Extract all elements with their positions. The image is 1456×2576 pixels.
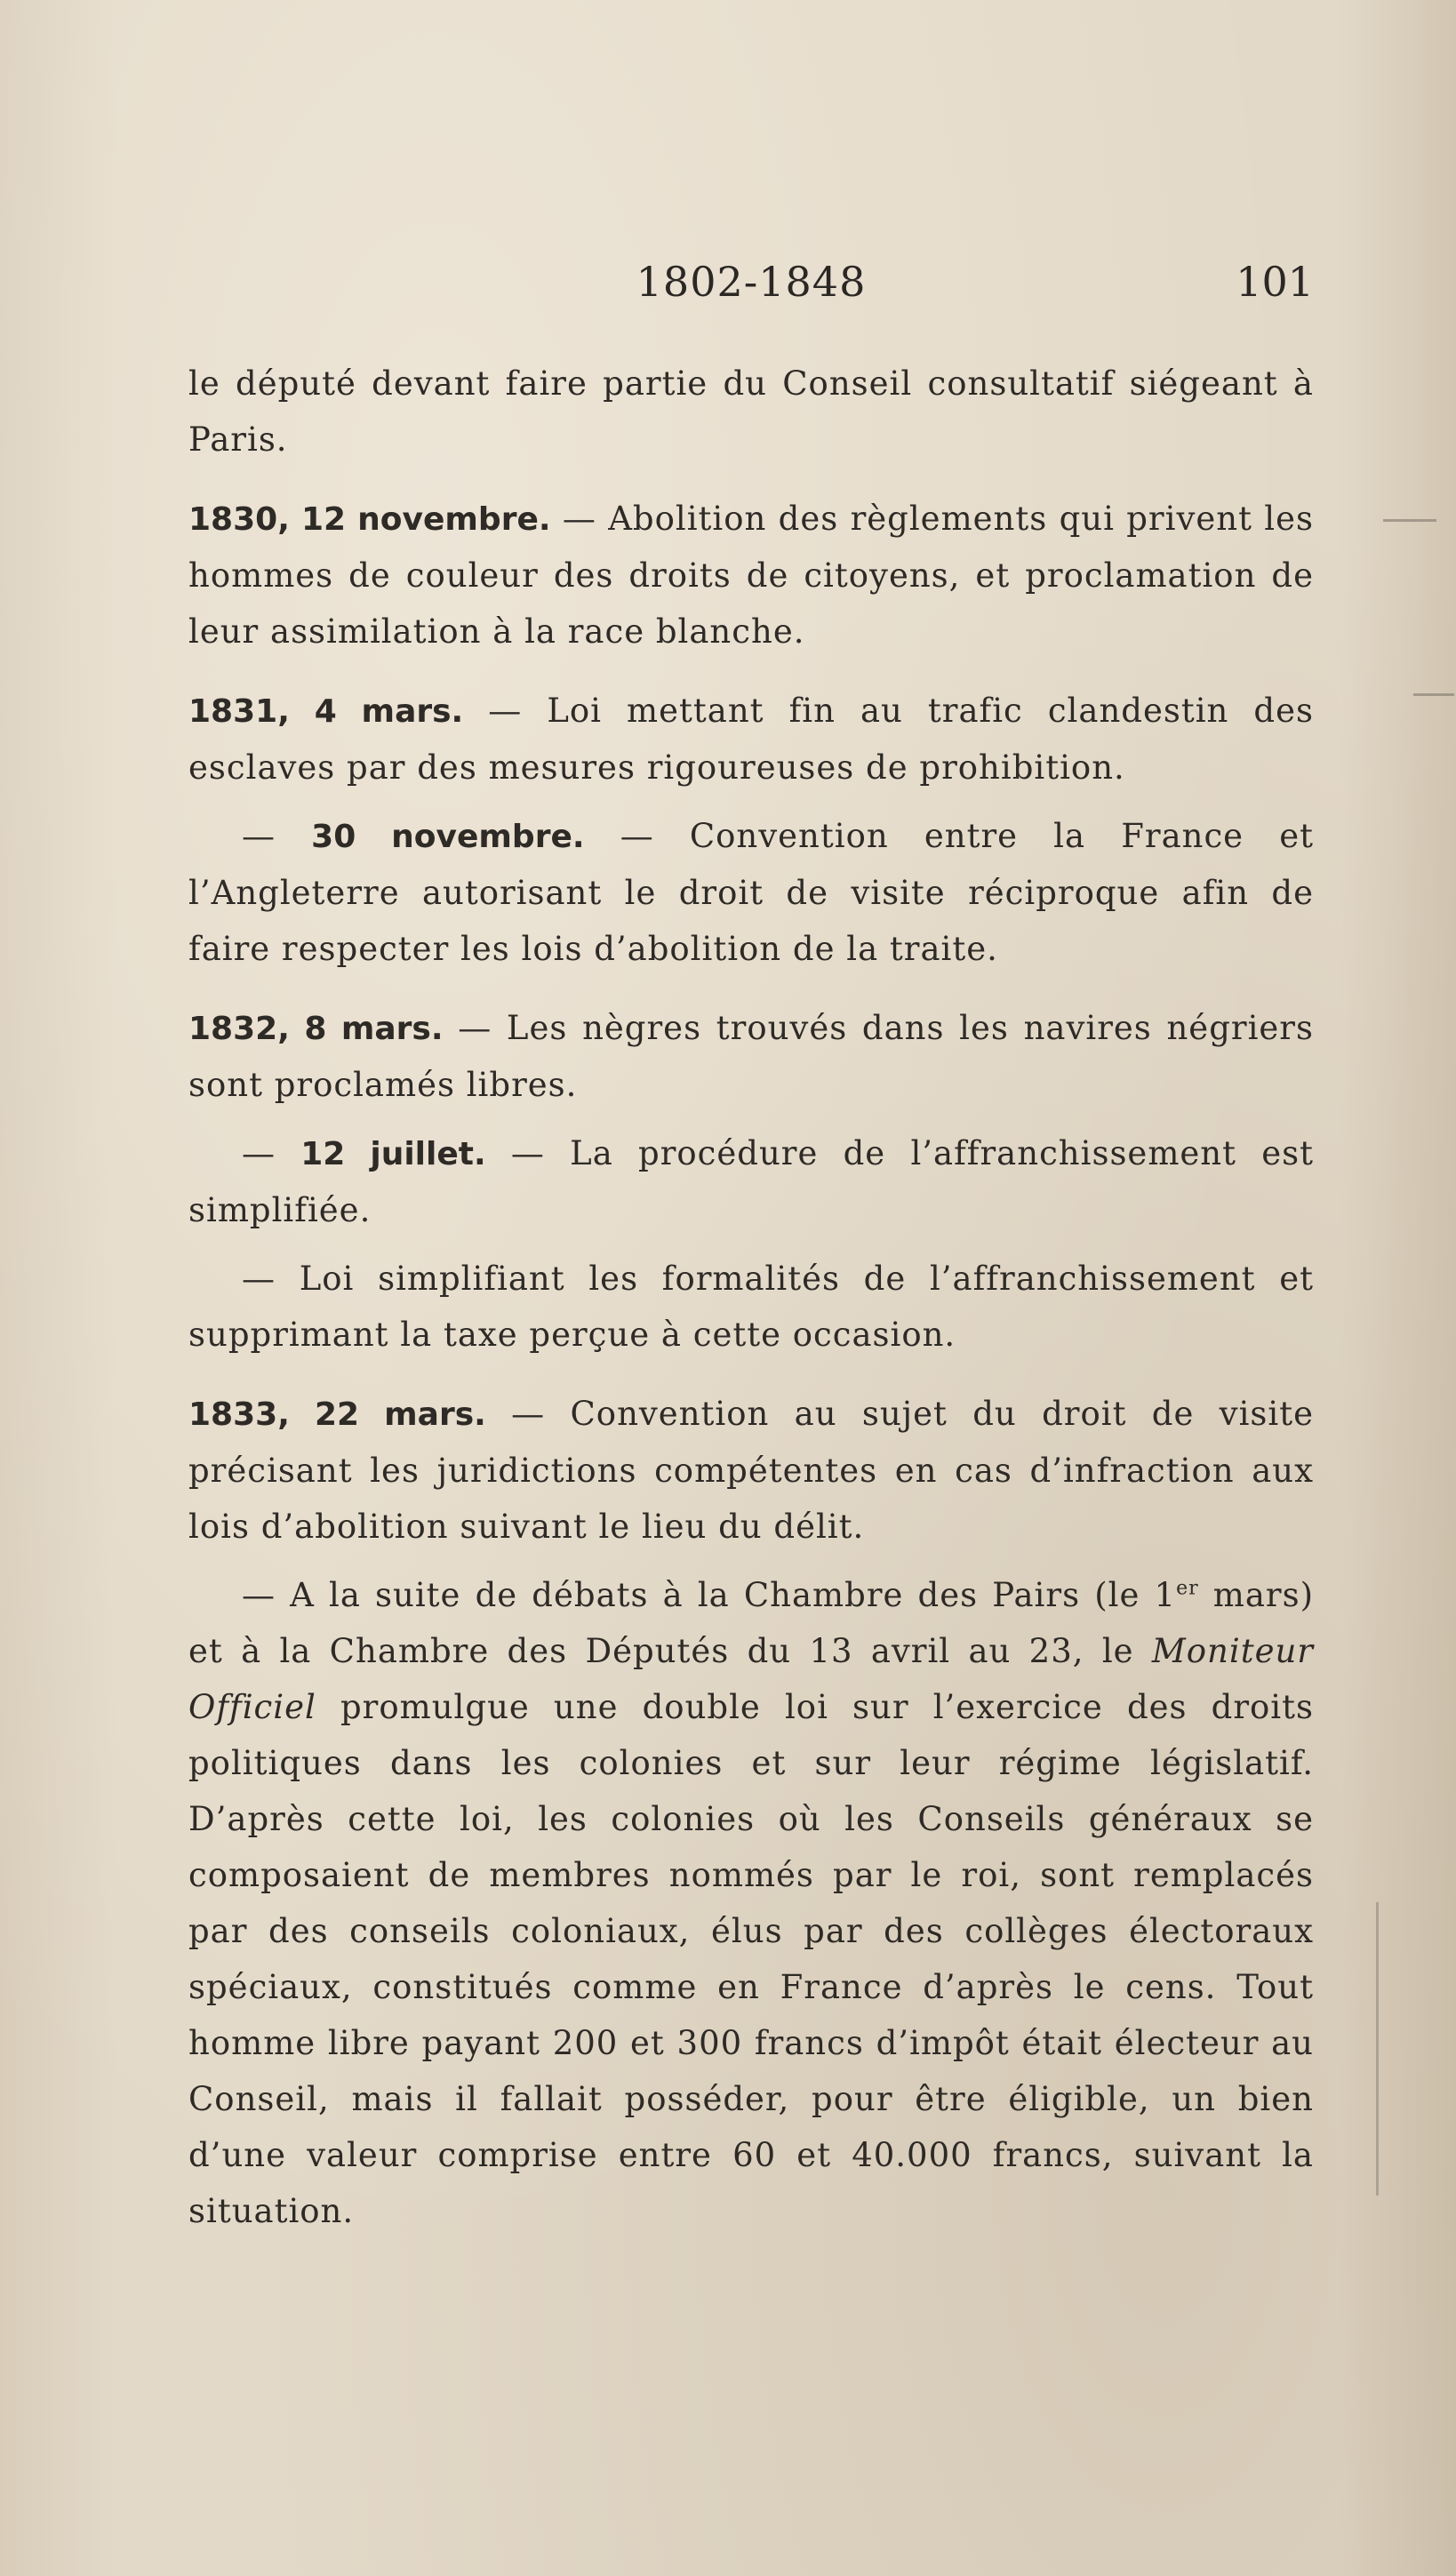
page-number: 101 xyxy=(1236,258,1314,306)
chronology-subentry xyxy=(188,1251,1314,1363)
margin-pencil-mark xyxy=(1383,519,1436,522)
chronology-subentry xyxy=(188,1125,1314,1238)
chronology-entry xyxy=(188,491,1314,660)
entry-text: — Les nègres trouvés dans les navires négriers sont proclamés libres. xyxy=(188,1009,1314,1104)
entry-date: 12 juillet. xyxy=(300,1136,486,1172)
entry-date: 1830, 12 novembre. xyxy=(188,501,551,538)
entry-text: — La procédure de l’affranchissement est simplifiée. xyxy=(188,1134,1315,1229)
chronology-subentry-long xyxy=(188,1567,1314,2239)
entry-text-part1: — A la suite de débats à la Chambre des Pairs (le 1 xyxy=(242,1576,1177,1614)
entry-text-part3: promulgue une double loi sur l’exercice des droits politiques dans les colonies et sur leur régime législatif. D’après cette loi, les colonies où les Conseils généraux se composaient de membres nommés par le roi, sont remplacés par des conseils coloniaux, élus par des collèges électoraux spéciaux, constitués comme en France d’après le cens. Tout homme libre payant 200 et 300 francs d’impôt était électeur au Conseil, mais il fallait posséder, pour être éligible, un bien d’une valeur comprise entre 60 et 40.000 francs, suivant la situation. xyxy=(188,1688,1314,2230)
entry-date: 1832, 8 mars. xyxy=(188,1011,444,1047)
chronology-entry xyxy=(188,683,1314,796)
paragraph-continuation xyxy=(188,356,1314,468)
superscript: er xyxy=(1176,1577,1199,1600)
chronology-entry xyxy=(188,1386,1314,1555)
running-head xyxy=(188,258,1314,320)
entry-text: — Convention au sujet du droit de visite précisant les juridictions compétentes en cas d’infraction aux lois d’abolition suivant le lieu du délit. xyxy=(188,1395,1314,1546)
book-page xyxy=(188,258,1314,2239)
entry-date: 1831, 4 mars. xyxy=(188,693,464,730)
chronology-entry xyxy=(188,1000,1314,1113)
entry-text: — Convention entre la France et l’Angleterre autorisant le droit de visite réciproque afin de faire respecter les lois d’abolition de la traite. xyxy=(188,817,1314,968)
entry-dash: — xyxy=(242,1134,301,1172)
entry-date: 1833, 22 mars. xyxy=(188,1396,486,1433)
entry-text: — Abolition des règlements qui privent les hommes de couleur des droits de citoyens, et proclamation de leur assimilation à la race blanche. xyxy=(188,500,1314,651)
entry-dash: — xyxy=(242,817,312,855)
newspaper-title: Moniteur Officiel xyxy=(188,1632,1314,1726)
margin-pencil-line xyxy=(1376,1902,1379,2196)
entry-text: — Loi mettant fin au trafic clandestin des esclaves par des mesures rigoureuses de prohibition. xyxy=(188,692,1314,787)
entry-text: — Loi simplifiant les formalités de l’affranchissement et supprimant la taxe perçue à cette occasion. xyxy=(188,1260,1314,1354)
entry-date: 30 novembre. xyxy=(311,819,585,855)
margin-pencil-mark xyxy=(1413,693,1454,696)
body-text xyxy=(188,356,1314,2239)
chronology-subentry xyxy=(188,808,1314,977)
running-head-title: 1802-1848 xyxy=(636,258,867,306)
entry-text-part2: mars) et à la Chambre des Députés du 13 avril au 23, le xyxy=(188,1576,1315,1670)
paragraph-text: le député devant faire partie du Conseil consultatif siégeant à Paris. xyxy=(188,364,1314,459)
